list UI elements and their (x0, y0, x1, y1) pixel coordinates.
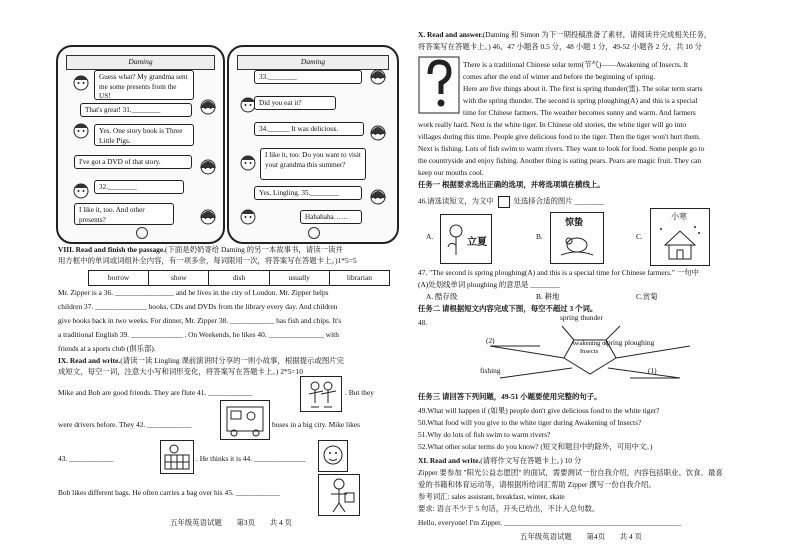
flower-icon (445, 221, 467, 257)
girl-face-icon (367, 66, 389, 86)
word-bank-item: show (149, 271, 209, 285)
option-c-picture (650, 208, 710, 266)
daming-face-icon (237, 152, 259, 172)
girl-face-icon (197, 156, 219, 176)
story-line: Mike and Bob are good friends. They are flute 41. ____________ (58, 388, 253, 397)
story-line: . He thinks it is 44. ______________ (196, 454, 306, 463)
word-bank-item: librarian (346, 273, 372, 282)
daming-face-icon (70, 72, 92, 92)
question-52: 52.What other solar terms do you know? (短文和题目中的除外，可用中文。) (418, 442, 653, 451)
reading-line: There is a traditional Chinese solar term(节气)——Awakening of Insects. It (463, 60, 689, 69)
task-2-heading: 任务二 请根据短文内容完成下图，每空不超过 3 个词。 (418, 304, 598, 313)
word-bank-item: borrow (89, 271, 149, 285)
dialogue-bubble: I've got a DVD of that story. (74, 155, 192, 169)
mind-map-node-left: (2) (486, 336, 495, 345)
mind-map-center-text: Awakening of Insects (570, 340, 608, 355)
section-10-title: X. Read and answer. (418, 30, 483, 39)
story-line: . But they (345, 388, 374, 397)
q46-text: 46.请选读短文，为文中 (418, 196, 494, 206)
q46-text-2: 处选择合适的图片 ________ (513, 196, 605, 206)
dialogue-bubble: 34.______ It was delicious. (254, 122, 364, 136)
option-c-label: C. (636, 232, 643, 241)
option-a-picture (440, 214, 492, 264)
writing-prompt: Zipper 要参加 "阳光公益志愿团" 的面试，需要测试一份自我介绍，内容包括职业、饮食、最喜 (418, 468, 723, 477)
reading-line: keep our mouths cool. (418, 168, 484, 177)
q47-option-a: A. 酷存级 (426, 292, 458, 301)
daming-face-icon (70, 120, 92, 140)
reading-line: time for Chinese farmers. The weather becomes sunny and warm. And farmers (463, 108, 696, 117)
mind-map-node-top: spring thunder (560, 313, 603, 322)
snowy-house-icon (655, 223, 705, 263)
writing-prompt: 爱的书籍和体育运动等，请根据所给词汇帮助 Zipper 撰写一份自我介绍。 (418, 480, 656, 489)
word-bank-item: dish (209, 271, 269, 285)
story-line: Bob likes different bags. He often carries a bag over his 45. ____________ (58, 488, 280, 497)
section-8-header (58, 245, 343, 255)
reading-line: comes after the end of winter and before the beginning of spring. (463, 72, 656, 81)
section-8-instruction: (下面是奶奶寄给 Daming 的另一本故事书，请读一读并 (164, 245, 343, 254)
question-47: 47. "The second is spring ploughing(A) and this is a special time for Chinese farmers." 一句中 (418, 268, 699, 277)
question-46 (418, 196, 604, 208)
phone-title: Daming (128, 57, 153, 66)
dialogue-bubble: 33.________ (254, 70, 362, 84)
dialogue-bubble: I like it, too. And other presents? (74, 203, 174, 225)
girl-face-icon (367, 186, 389, 206)
question-mark-image (418, 56, 460, 114)
question-50: 50.What food will you give to the white tiger during Awakening of Insects? (418, 418, 642, 427)
story-line: were drivers before. They 42. ____________ (58, 420, 192, 429)
option-b-picture (550, 212, 604, 264)
mind-map-lines (470, 316, 710, 396)
section-11-instruction: (请将作文写在答题卡上。) 10 分 (480, 456, 582, 465)
dialogue-bubble: That's great! 31.________ (80, 103, 192, 117)
option-a-label: A. (426, 232, 434, 241)
phone-home-button (136, 227, 148, 239)
question-47-line-2: (A)处划线单词 ploughing 的意思是 ________ (418, 280, 560, 289)
section-8-instruction-2: 用方框中的单词或词组补全内容，有一项多余，每词限用一次，将答案写在答题卡上。)1*5=5 (58, 256, 357, 265)
passage-line: children 37. ______________ books, CDs and DVDs from the library every day. And children (58, 302, 338, 311)
right-page-footer: 五年级英语试题 第4页 共 4 页 (520, 532, 642, 541)
option-c-text: 小寒 (671, 212, 687, 221)
flute-player-image (300, 376, 342, 412)
option-b-label: B. (536, 232, 543, 241)
section-9-header (58, 356, 344, 366)
dialogue-bubble: 32.________ (94, 180, 184, 194)
option-b-text: 惊蛰 (565, 217, 584, 227)
girl-face-icon (197, 96, 219, 116)
bus-driver-image (220, 400, 270, 440)
passage-line: a traditional English 39. ______________ . On Weekends, he likes 40. _______________ with (58, 330, 339, 339)
reading-line: the countryside and enjoy fishing. Another thing is eating pears. Pears are magic fruit. They can (418, 156, 702, 165)
mind-map-node-bottom-right: (1) (648, 366, 657, 375)
reading-line: Here are five things about it. The first is spring thunder(雷). The solar term starts (463, 84, 703, 93)
dialogue-bubble: Hahahaha…… (300, 210, 362, 224)
question-51: 51.Why do lots of fish swim to warm rivers? (418, 430, 551, 439)
dialogue-bubble: Did you eat it? (254, 96, 336, 110)
girl-face-icon (367, 122, 389, 142)
phone-home-button (308, 227, 320, 239)
girl-face-icon (197, 206, 219, 226)
chess-image (160, 440, 194, 474)
option-a-text: 立夏 (467, 237, 487, 248)
phone-title-bar (66, 55, 215, 70)
reading-line: Next is fishing. Lots of fish swim to warm rivers. They want to look for food. Some people go to (418, 144, 705, 153)
mind-map-node-bottom-left: fishing (480, 366, 501, 375)
q47-option-b: B. 耕地 (536, 292, 560, 301)
passage-line: give books back in two weeks. For dinner, Mr. Zipper 38. ____________ has fish and chips. It's (58, 316, 342, 325)
insect-icon (557, 229, 597, 259)
writing-opening: Hello, everyone! I'm Zipper. ________________________________________________ (418, 518, 682, 527)
dialogue-bubble: I like it, too. Do you want to visit your grandma this summer? (260, 148, 366, 180)
thinking-face-image (318, 440, 348, 472)
picture-placeholder-box (498, 196, 510, 208)
daming-face-icon (70, 180, 92, 200)
reading-line: with the spring thunder. The second is spring ploughing(A) and this is a special (463, 96, 698, 105)
word-bank (88, 270, 390, 286)
writing-prompt: 参考词汇: sales assistant, breakfast, winter, skate (418, 492, 565, 501)
question-48-label: 48. (418, 318, 428, 327)
story-line: buses in a big city. Mike likes (272, 420, 360, 429)
reading-line: villages during this time. People give delicious food to the tiger. Then the tiger won't hurt them. (418, 132, 701, 141)
phone-title: Daming (300, 57, 326, 66)
section-9-instruction-2: 成短文，每空一词，注意大小写和词形变化，将答案写在答题卡上。) 2*5=10 (58, 367, 303, 376)
story-line: 43. ____________ (58, 454, 114, 463)
task-1-heading: 任务一 根据要求选出正确的选项，并将选项填在横线上。 (418, 180, 605, 189)
section-11-header (418, 456, 581, 466)
passage-line: Mr. Zipper is a 36. ________________ and he lives in the city of London. Mr. Zipper helps (58, 288, 329, 297)
section-8-title: VIII. Read and finish the passage. (58, 245, 165, 254)
dialogue-bubble: Yes, Lingling. 35.________ (254, 186, 362, 200)
section-9-title: IX. Read and write. (58, 356, 121, 365)
passage-line: friends at a sports club (俱乐部). (58, 344, 156, 353)
question-49: 49.What will happen if (如果) people don't give delicious food to the white tiger? (418, 406, 660, 415)
section-10-instruction: (Daming 和 Simon 为下一期投稿准备了素材，请阅读并完成相关任务， (482, 30, 712, 39)
section-11-title: XI. Read and write. (418, 456, 481, 465)
dialogue-bubble: Yes. One story book is Three Little Pigs. (94, 124, 194, 146)
q47-option-c: C.赏菊 (636, 292, 658, 301)
reading-line: work really hard. Next is the white tiger. In Chinese old stories, the white tiger will go into (418, 120, 687, 129)
left-page-footer: 五年级英语试题 第3页 共 4 页 (170, 518, 292, 527)
bag-shoulder-image (318, 474, 360, 516)
word-bank-item: usually (270, 271, 330, 285)
section-10-header (418, 30, 711, 40)
mind-map-node-right: spring ploughing (604, 338, 655, 347)
task-3-heading: 任务三 请回答下列问题，49-51 小题要使用完整的句子。 (418, 392, 602, 401)
section-9-instruction: (请读一读 Lingling 课前演讲时分享的一则小故事，根据提示或图片完 (120, 356, 344, 365)
writing-prompt: 要求: 语言不少于 5 句话，开头已给出，不计入总句数。 (418, 504, 600, 513)
daming-face-icon (237, 206, 259, 226)
section-10-instruction-2: 将答案写在答题卡上。) 46、47 小题各 0.5 分，48 小题 1 分，49-52 小题各 2 分，共 10 分 (418, 42, 702, 51)
dialogue-bubble: Guess what? My grandma sent me some presents from the US! (94, 70, 194, 100)
